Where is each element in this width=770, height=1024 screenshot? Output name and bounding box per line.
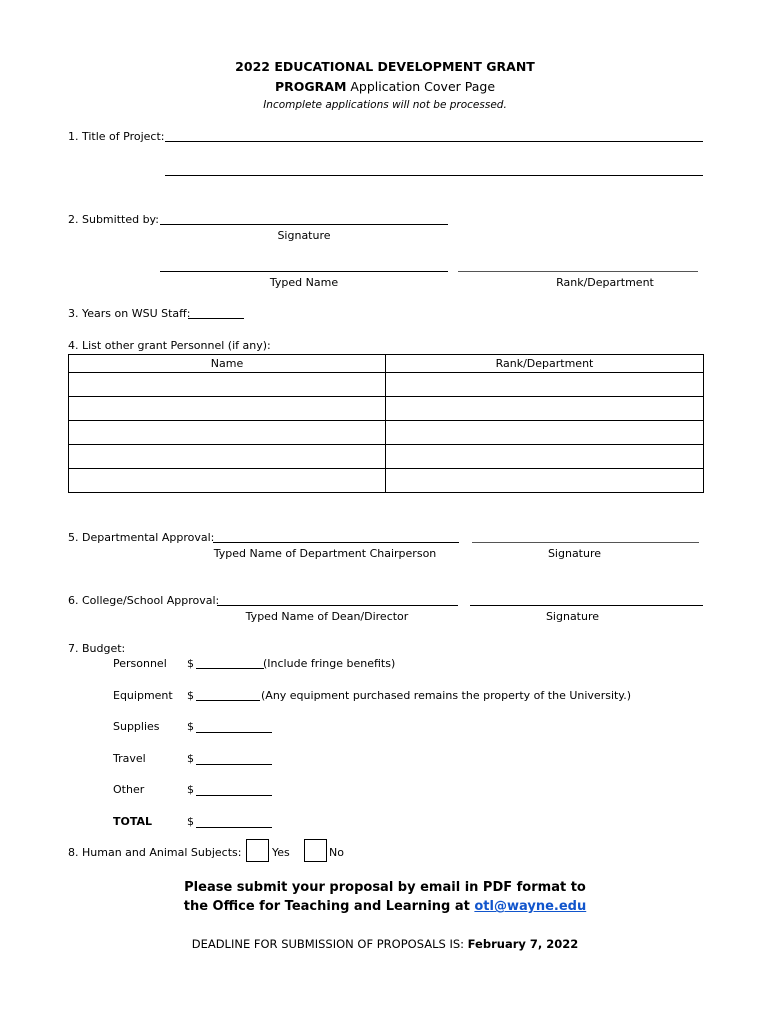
personnel-table bbox=[68, 354, 704, 493]
submission-instruction-line1: Please submit your proposal by email in PDF format to bbox=[184, 880, 586, 895]
budget-equipment-field[interactable] bbox=[196, 700, 260, 701]
budget-other-field[interactable] bbox=[196, 795, 272, 796]
personnel-rank-cell[interactable] bbox=[386, 421, 704, 445]
budget-total-currency: $ bbox=[187, 815, 194, 828]
budget-personnel-note: (Include fringe benefits) bbox=[263, 657, 396, 670]
submission-instruction-line2 bbox=[0, 899, 770, 914]
table-row bbox=[69, 397, 704, 421]
form-subtitle: Incomplete applications will not be processed. bbox=[263, 99, 507, 111]
budget-supplies-label: Supplies bbox=[113, 720, 160, 733]
budget-equipment-currency: $ bbox=[187, 689, 194, 702]
table-row bbox=[69, 469, 704, 493]
chairperson-signature-field[interactable] bbox=[472, 542, 699, 543]
title-of-project-field[interactable] bbox=[165, 141, 703, 142]
personnel-rank-cell[interactable] bbox=[386, 445, 704, 469]
personnel-rank-cell[interactable] bbox=[386, 397, 704, 421]
personnel-name-cell[interactable] bbox=[69, 397, 386, 421]
budget-personnel-currency: $ bbox=[187, 657, 194, 670]
submission-office-text: the Office for Teaching and Learning at bbox=[183, 899, 475, 914]
deadline-prefix: DEADLINE FOR SUBMISSION OF PROPOSALS IS: bbox=[191, 937, 468, 951]
dean-signature-caption: Signature bbox=[545, 610, 600, 623]
dean-typed-name-field[interactable] bbox=[217, 605, 458, 606]
budget-personnel-label: Personnel bbox=[113, 657, 167, 670]
table-row bbox=[69, 373, 704, 397]
departmental-approval-label: 5. Departmental Approval: bbox=[68, 531, 215, 544]
submitter-signature-field[interactable] bbox=[160, 224, 448, 225]
budget-travel-currency: $ bbox=[187, 752, 194, 765]
personnel-name-cell[interactable] bbox=[69, 373, 386, 397]
column-header-rank-department: Rank/Department bbox=[386, 355, 704, 373]
budget-travel-label: Travel bbox=[113, 752, 146, 765]
budget-supplies-field[interactable] bbox=[196, 732, 272, 733]
personnel-table-header bbox=[69, 355, 704, 373]
budget-other-currency: $ bbox=[187, 783, 194, 796]
submitter-rank-department-caption: Rank/Department bbox=[556, 276, 654, 289]
no-label: No bbox=[329, 846, 344, 859]
column-header-name: Name bbox=[69, 355, 386, 373]
table-row bbox=[69, 421, 704, 445]
personnel-rank-cell[interactable] bbox=[386, 373, 704, 397]
no-checkbox[interactable] bbox=[304, 839, 327, 862]
budget-equipment-note: (Any equipment purchased remains the property of the University.) bbox=[261, 689, 632, 702]
list-personnel-label: 4. List other grant Personnel (if any): bbox=[68, 339, 271, 352]
human-animal-subjects-label: 8. Human and Animal Subjects: bbox=[68, 846, 242, 859]
submitter-typed-name-caption: Typed Name bbox=[269, 276, 339, 289]
college-approval-label: 6. College/School Approval: bbox=[68, 594, 220, 607]
form-title-line2 bbox=[0, 79, 770, 94]
deadline-notice bbox=[0, 937, 770, 951]
budget-travel-field[interactable] bbox=[196, 764, 272, 765]
yes-checkbox[interactable] bbox=[246, 839, 269, 862]
personnel-name-cell[interactable] bbox=[69, 445, 386, 469]
personnel-name-cell[interactable] bbox=[69, 469, 386, 493]
title-program: PROGRAM bbox=[274, 79, 347, 94]
years-on-staff-label: 3. Years on WSU Staff: bbox=[68, 307, 191, 320]
budget-total-label: TOTAL bbox=[113, 815, 153, 828]
chairperson-signature-caption: Signature bbox=[547, 547, 602, 560]
budget-personnel-field[interactable] bbox=[196, 668, 264, 669]
budget-equipment-label: Equipment bbox=[113, 689, 173, 702]
dean-typed-name-caption: Typed Name of Dean/Director bbox=[245, 610, 409, 623]
chairperson-typed-name-caption: Typed Name of Department Chairperson bbox=[213, 547, 437, 560]
submitted-by-label: 2. Submitted by: bbox=[68, 213, 159, 226]
submitter-signature-caption: Signature bbox=[277, 229, 331, 242]
chairperson-typed-name-field[interactable] bbox=[213, 542, 459, 543]
yes-label: Yes bbox=[272, 846, 290, 859]
budget-other-label: Other bbox=[113, 783, 145, 796]
budget-label: 7. Budget: bbox=[68, 642, 126, 655]
dean-signature-field[interactable] bbox=[470, 605, 703, 606]
title-of-project-field-line2[interactable] bbox=[165, 175, 703, 176]
budget-supplies-currency: $ bbox=[187, 720, 194, 733]
personnel-name-cell[interactable] bbox=[69, 421, 386, 445]
email-link[interactable]: otl@wayne.edu bbox=[474, 899, 587, 914]
personnel-rank-cell[interactable] bbox=[386, 469, 704, 493]
deadline-date: February 7, 2022 bbox=[467, 937, 579, 951]
years-on-staff-field[interactable] bbox=[188, 318, 244, 319]
title-of-project-label: 1. Title of Project: bbox=[68, 130, 165, 143]
form-title: 2022 EDUCATIONAL DEVELOPMENT GRANT bbox=[235, 59, 535, 74]
budget-total-field[interactable] bbox=[196, 827, 272, 828]
submitter-typed-name-field[interactable] bbox=[160, 271, 448, 272]
submitter-rank-department-field[interactable] bbox=[458, 271, 698, 272]
title-cover-page: Application Cover Page bbox=[346, 79, 496, 94]
table-row bbox=[69, 445, 704, 469]
